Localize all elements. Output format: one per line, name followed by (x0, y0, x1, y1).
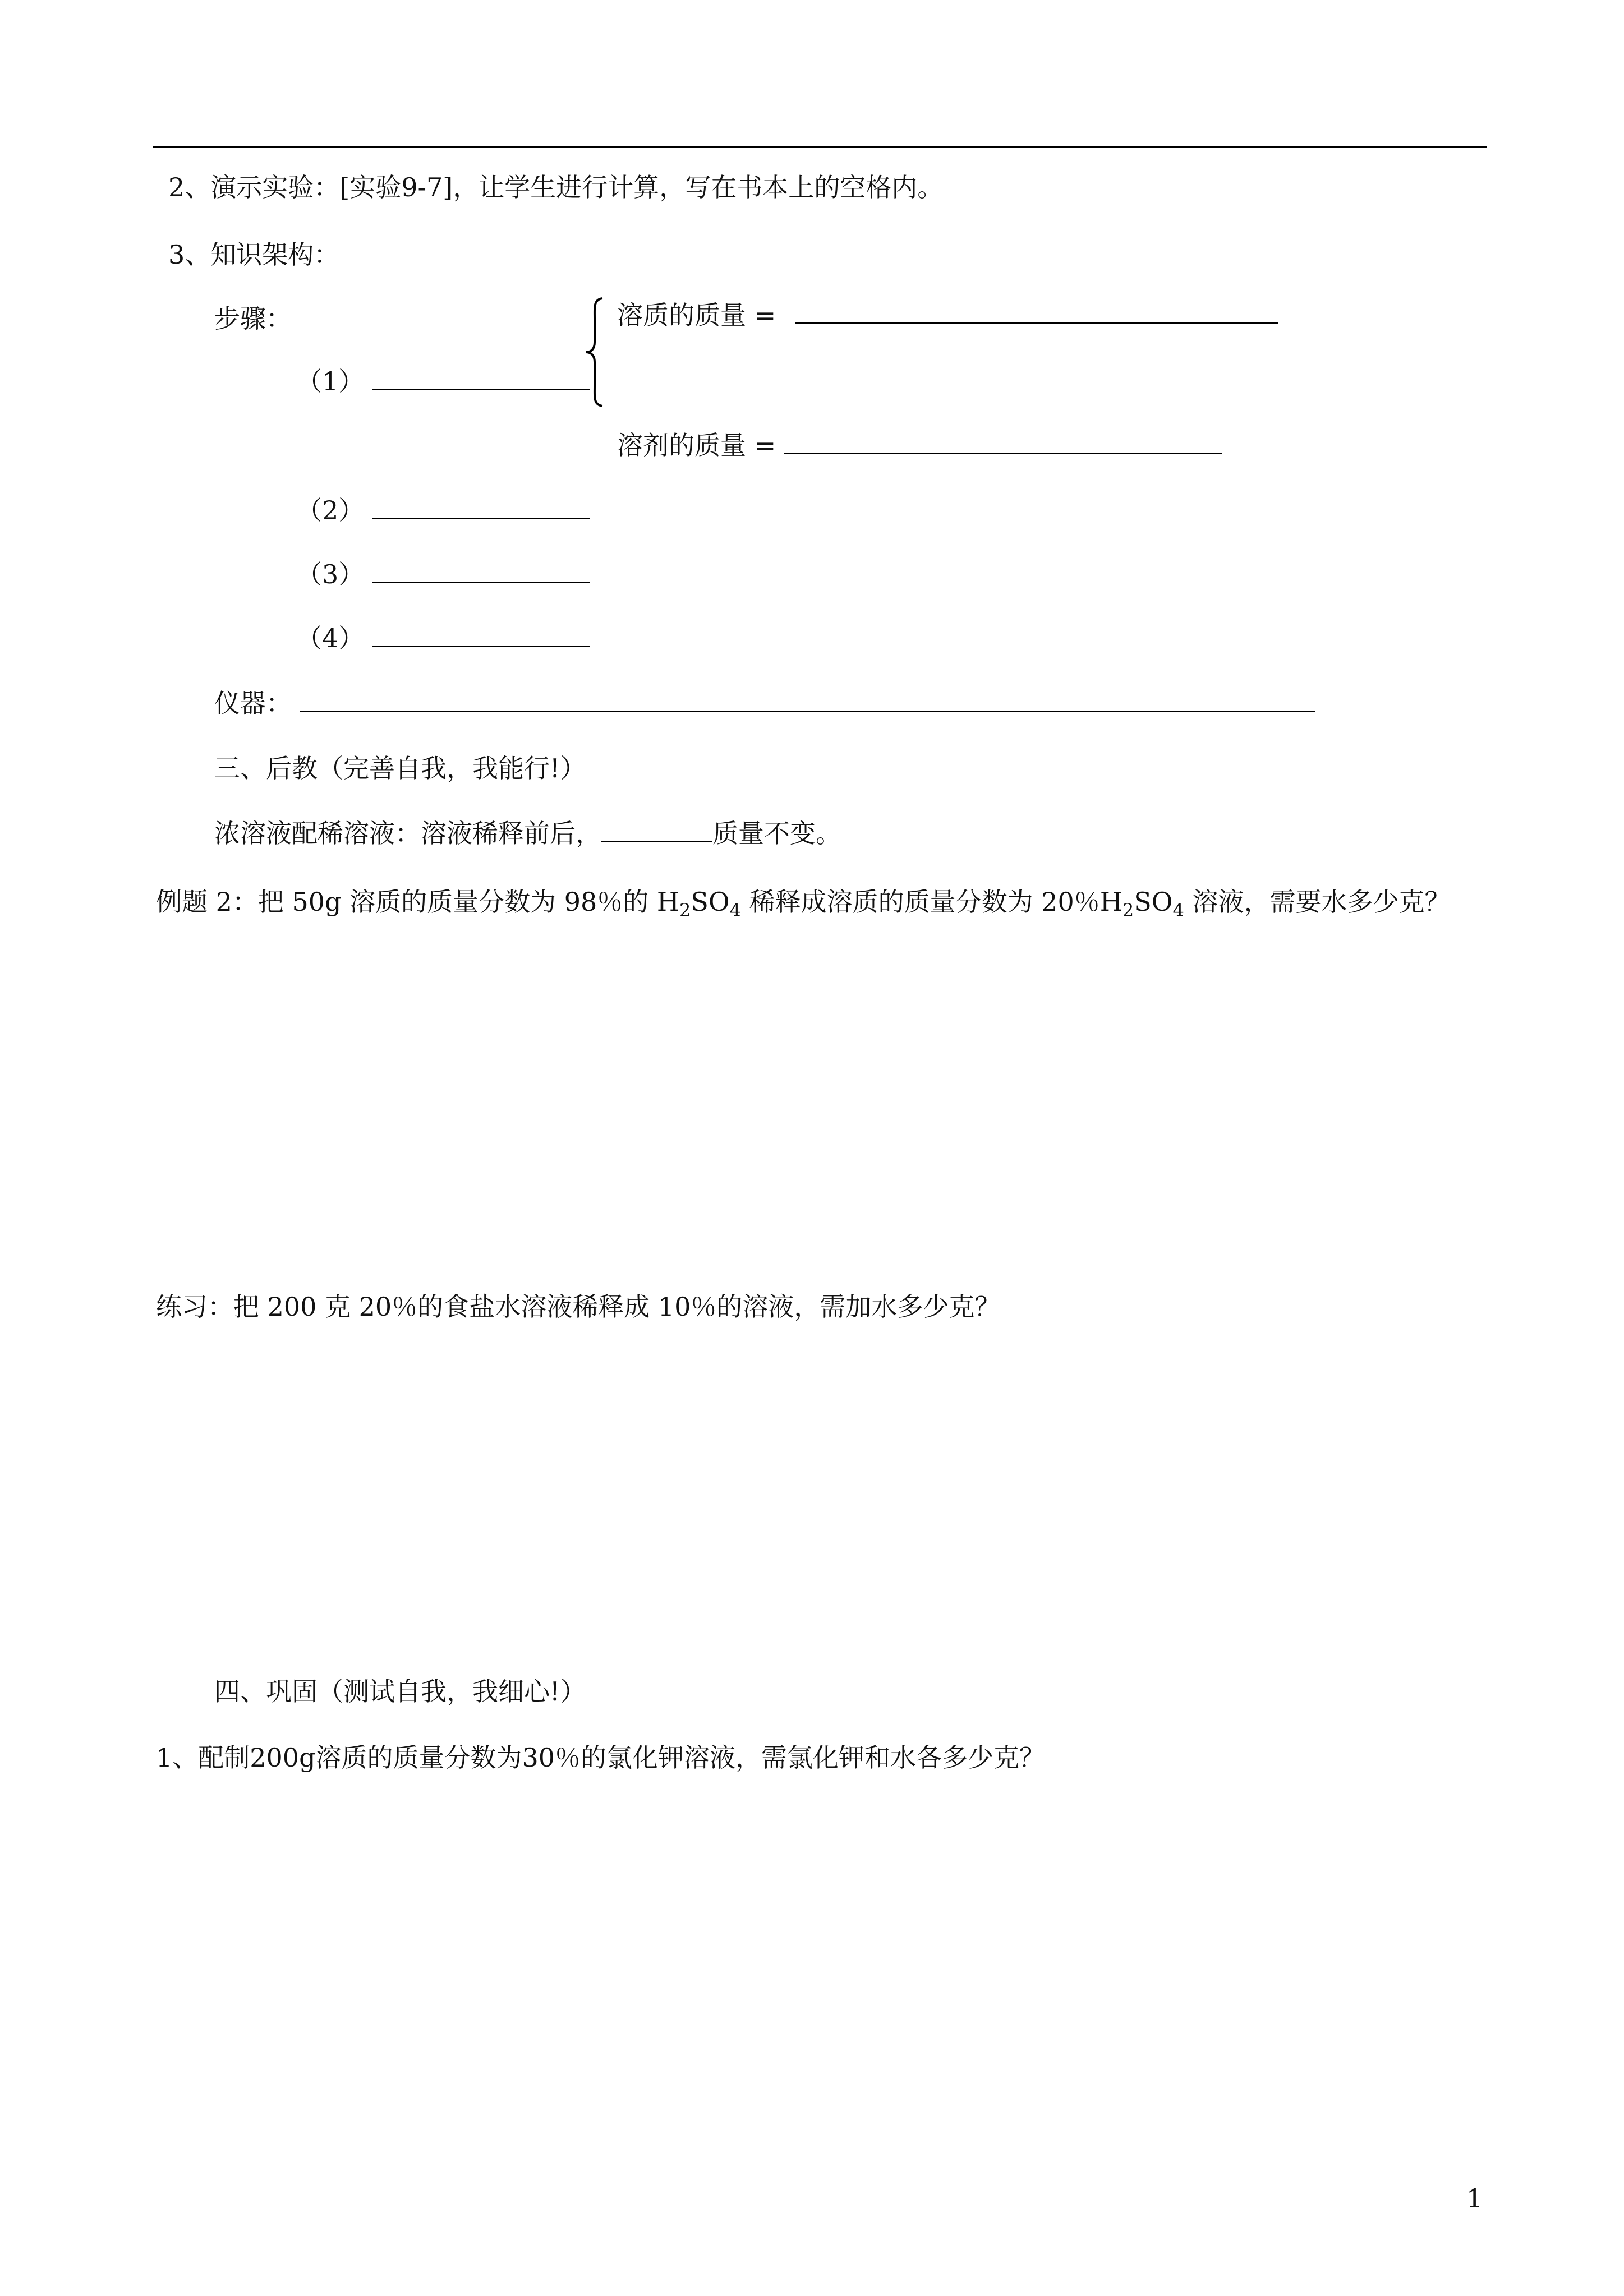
example-2-line (156, 885, 1450, 919)
step-1-line (296, 365, 590, 398)
step-1-label: （1） (296, 366, 365, 397)
dilution-principle-text-b: 质量不变。 (712, 818, 841, 849)
section-3-heading (214, 751, 586, 785)
steps-label-text: 步骤： (214, 303, 292, 334)
solvent-mass-line (617, 428, 1222, 462)
practice-line (156, 1290, 1000, 1324)
knowledge-framework-heading (168, 238, 339, 271)
example-2-subscript-1: 2 (679, 900, 691, 921)
practice-text: 练习：把 200 克 20％的食盐水溶液稀释成 10％的溶液，需加水多少克？ (156, 1292, 1001, 1322)
knowledge-framework-text: 3、知识架构： (168, 239, 340, 270)
steps-label (214, 302, 292, 335)
example-2-text-b: SO (691, 887, 730, 917)
solute-mass-label: 溶质的质量 = (617, 300, 776, 330)
question-1-text: 1、配制200g溶质的质量分数为30％的氯化钾溶液，需氯化钾和水各多少克？ (156, 1742, 1046, 1773)
step-3-label: （3） (296, 559, 365, 589)
section-4-text: 四、巩固（测试自我，我细心!） (214, 1676, 586, 1707)
step-1-blank[interactable] (372, 367, 590, 390)
section-4-heading (214, 1675, 586, 1708)
step-4-label: （4） (296, 623, 365, 653)
step-2-label: （2） (296, 495, 365, 525)
dilution-principle-blank[interactable] (601, 819, 712, 842)
demo-experiment-text: 2、演示实验：[实验9-7]，让学生进行计算，写在书本上的空格内。 (168, 172, 944, 202)
example-2-text-c: 稀释成溶质的质量分数为 20％H (740, 887, 1122, 917)
solvent-mass-blank[interactable] (784, 431, 1222, 454)
header-rule (153, 146, 1487, 148)
solute-mass-line (617, 298, 1278, 332)
demo-experiment-line (168, 170, 943, 204)
instruments-blank[interactable] (300, 689, 1315, 712)
step-4-blank[interactable] (372, 624, 590, 647)
solvent-mass-label: 溶剂的质量 = (617, 430, 776, 460)
example-2-subscript-4: 4 (1172, 900, 1184, 921)
step-3-blank[interactable] (372, 560, 590, 583)
step-2-blank[interactable] (372, 496, 590, 519)
dilution-principle-line (214, 817, 841, 850)
step-4-line (296, 621, 590, 655)
instruments-line (214, 686, 1315, 720)
example-2-subscript-2: 4 (729, 900, 741, 921)
instruments-label: 仪器： (214, 688, 292, 718)
page-number: 1 (1466, 2183, 1483, 2214)
solute-mass-blank[interactable] (795, 301, 1278, 324)
step-2-line (296, 494, 590, 527)
example-2-text-a: 例题 2：把 50g 溶质的质量分数为 98％的 H (156, 887, 680, 917)
example-2-text-e: 溶液，需要水多少克？ (1184, 887, 1451, 917)
dilution-principle-text-a: 浓溶液配稀溶液：溶液稀释前后， (214, 818, 601, 849)
section-3-text: 三、后教（完善自我，我能行!） (214, 753, 586, 783)
example-2-text-d: SO (1134, 887, 1173, 917)
step-3-line (296, 557, 590, 591)
example-2-subscript-3: 2 (1122, 900, 1134, 921)
question-1-line (156, 1741, 1045, 1774)
